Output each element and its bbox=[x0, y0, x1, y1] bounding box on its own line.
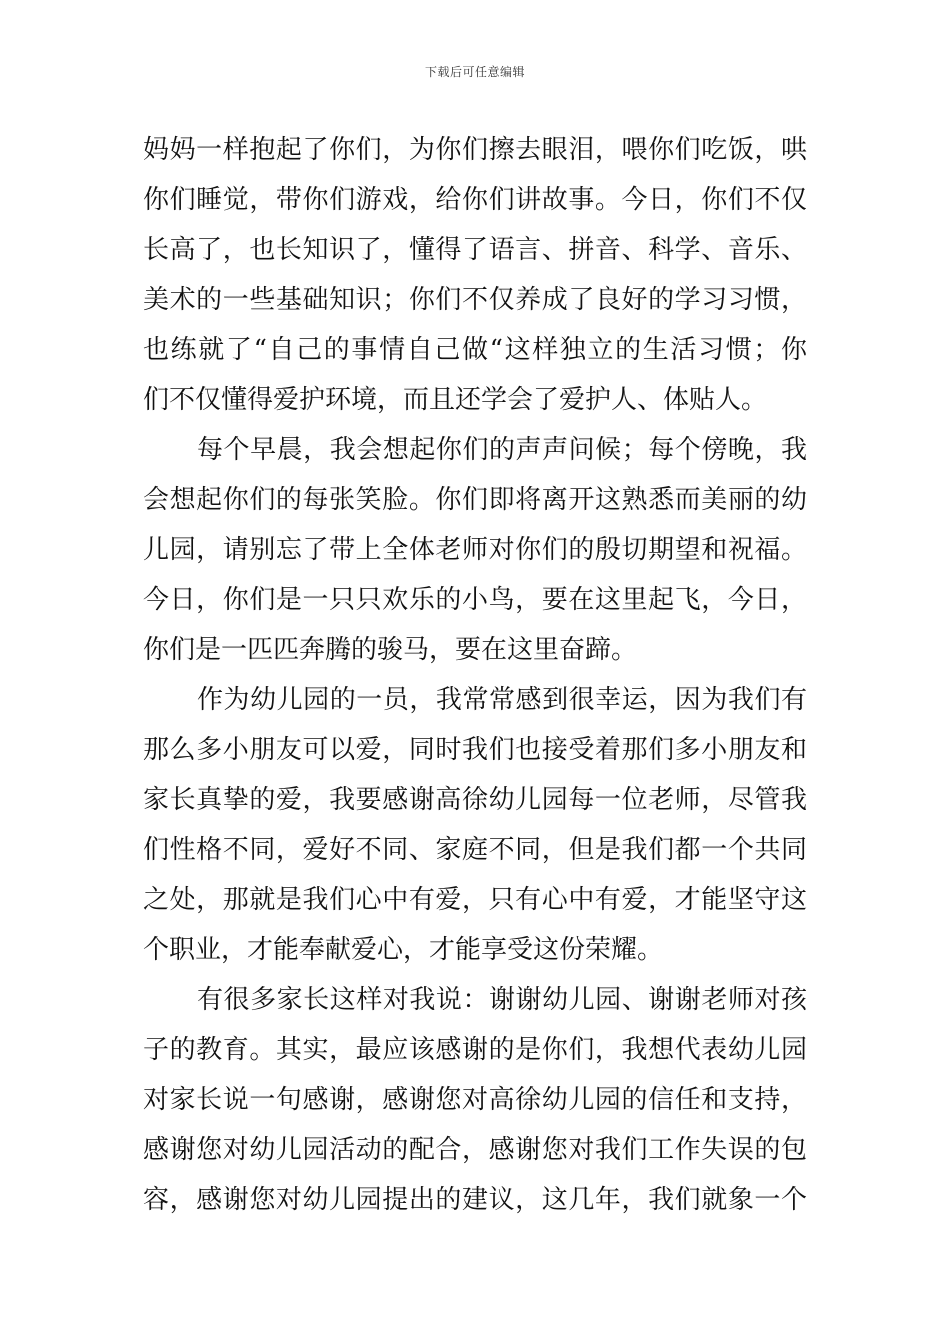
text-line: 之处，那就是我们心中有爱，只有心中有爱，才能坚守这 bbox=[143, 885, 807, 915]
text-line: 美术的一些基础知识；你们不仅养成了良好的学习习惯， bbox=[143, 285, 807, 315]
text-line: 你们睡觉，带你们游戏，给你们讲故事。今日，你们不仅 bbox=[143, 185, 807, 215]
page-header: 下载后可任意编辑 bbox=[424, 65, 525, 79]
text-line: 每个早晨，我会想起你们的声声问候；每个傍晚，我 bbox=[197, 435, 807, 465]
text-line: 有很多家长这样对我说：谢谢幼儿园、谢谢老师对孩 bbox=[197, 985, 807, 1015]
text-line: 长高了，也长知识了，懂得了语言、拼音、科学、音乐、 bbox=[143, 235, 807, 265]
text-line: 们不仅懂得爱护环境，而且还学会了爱护人、体贴人。 bbox=[143, 385, 768, 415]
text-line: 儿园，请别忘了带上全体老师对你们的殷切期望和祝福。 bbox=[143, 535, 807, 565]
text-line: 家长真挚的爱，我要感谢高徐幼儿园每一位老师，尽管我 bbox=[143, 785, 807, 815]
text-line: 对家长说一句感谢，感谢您对高徐幼儿园的信任和支持， bbox=[143, 1085, 807, 1115]
document-body bbox=[143, 125, 807, 1225]
text-line: 个职业，才能奉献爱心，才能享受这份荣耀。 bbox=[143, 935, 664, 965]
text-line: 感谢您对幼儿园活动的配合，感谢您对我们工作失误的包 bbox=[143, 1135, 807, 1165]
text-line: 容，感谢您对幼儿园提出的建议，这几年，我们就象一个 bbox=[143, 1185, 807, 1215]
text-line: 作为幼儿园的一员，我常常感到很幸运，因为我们有 bbox=[197, 685, 807, 715]
text-line: 今日，你们是一只只欢乐的小鸟，要在这里起飞，今日， bbox=[143, 585, 807, 615]
text-line: 会想起你们的每张笑脸。你们即将离开这熟悉而美丽的幼 bbox=[143, 485, 807, 515]
text-line: 妈妈一样抱起了你们，为你们擦去眼泪，喂你们吃饭，哄 bbox=[143, 135, 807, 165]
text-line: 你们是一匹匹奔腾的骏马，要在这里奋蹄。 bbox=[143, 635, 638, 665]
text-line: 也练就了“自己的事情自己做“这样独立的生活习惯；你 bbox=[143, 335, 807, 365]
text-line: 那么多小朋友可以爱，同时我们也接受着那们多小朋友和 bbox=[143, 735, 807, 765]
text-line: 子的教育。其实，最应该感谢的是你们，我想代表幼儿园 bbox=[143, 1035, 807, 1065]
text-line: 们性格不同，爱好不同、家庭不同，但是我们都一个共同 bbox=[143, 835, 807, 865]
